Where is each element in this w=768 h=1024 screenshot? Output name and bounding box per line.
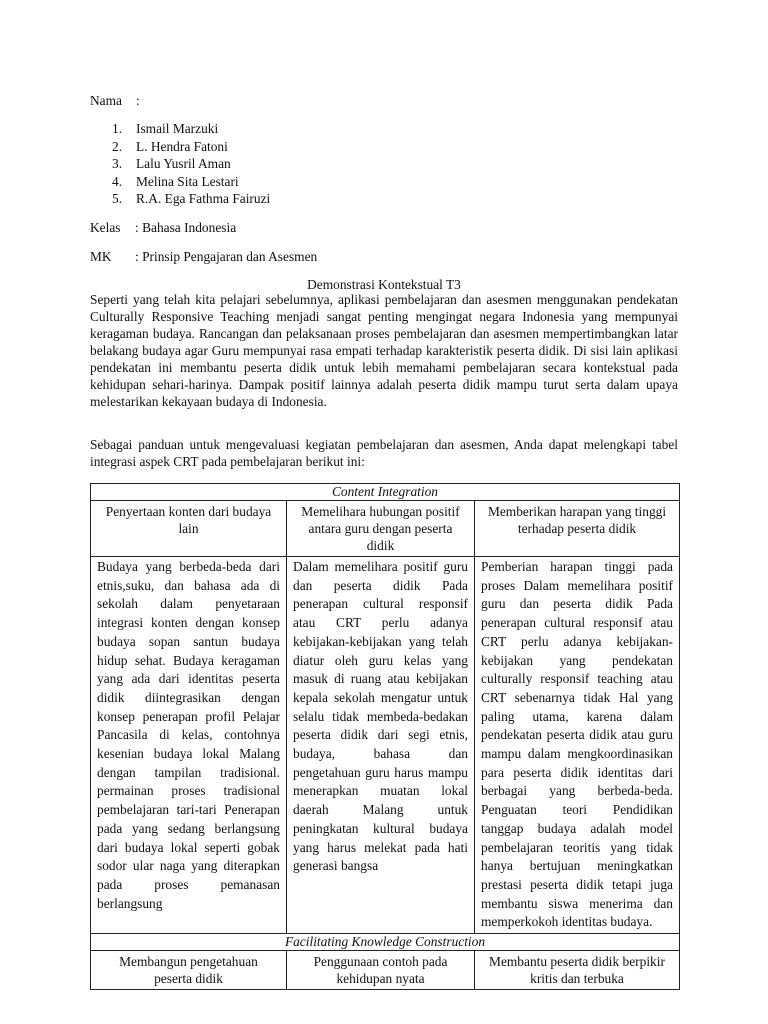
table-section-row bbox=[91, 934, 680, 951]
list-item-number: 3. bbox=[112, 156, 123, 172]
crt-table bbox=[90, 483, 680, 990]
list-item-number: 1. bbox=[112, 121, 123, 136]
kelas-value: : Bahasa Indonesia bbox=[135, 220, 237, 235]
mk-label: MK bbox=[90, 249, 112, 264]
mk-value: : Prinsip Pengajaran dan Asesmen bbox=[135, 249, 318, 264]
nama-label: Nama bbox=[90, 93, 122, 108]
guide-paragraph: Sebagai panduan untuk mengevaluasi kegiatan pembelajaran dan asesmen, Anda dapat melengkapi tabel integrasi aspek CRT pada pembelajaran berikut ini: bbox=[90, 437, 678, 469]
nama-separator: : bbox=[136, 93, 140, 108]
table-row bbox=[91, 557, 680, 934]
member-name: Ismail Marzuki bbox=[136, 121, 219, 136]
intro-paragraph: Seperti yang telah kita pelajari sebelumnya, aplikasi pembelajaran dan asesmen menggunakan pendekatan Culturally Responsive Teaching menjadi sangat penting mengingat negara Indonesia yang mempunyai keragaman budaya. Rancangan dan pelaksanaan proses pembelajaran dan asesmen mempertimbangkan latar belakang budaya agar Guru mempunyai rasa empati terhadap karakteristik peserta didik. Di sisi lain aplikasi pendekatan ini membantu peserta didik untuk lebih memahami pembelajaran secara kontekstual pada kehidupan sehari-harinya. Dampak positif lainnya adalah peserta didik mampu turut serta dalam upaya melestarikan kekayaan budaya di Indonesia. bbox=[90, 292, 678, 409]
column-header: Membantu peserta didik berpikir kritis dan terbuka bbox=[475, 951, 680, 990]
list-item bbox=[112, 138, 270, 156]
table-cell: Budaya yang berbeda-beda dari etnis,suku, dan bahasa ada di sekolah dalam penyetaraan integrasi konten dengan konsep budaya sopan santun budaya hidup sehat. Budaya keragaman yang ada dari identitas peserta didik diintegrasikan dengan konsep penerapan profil Pelajar Pancasila di kelas, contohnya kesenian budaya lokal Malang dengan tampilan tradisional. permainan proses tradisional pembelajaran tari-tari Penerapan pada yang sedang berlangsung dari budaya lokal seperti gobak sodor ular naga yang diterapkan pada proses pemanasan berlangsung bbox=[91, 557, 287, 934]
table-header-row bbox=[91, 951, 680, 990]
list-item bbox=[112, 190, 270, 208]
member-list bbox=[112, 120, 270, 208]
kelas-label: Kelas bbox=[90, 220, 121, 235]
kelas-line bbox=[90, 219, 236, 236]
table-cell: Dalam memelihara positif guru dan peserta didik Pada penerapan cultural responsif atau CRT perlu adanya kebijakan-kebijakan yang telah diatur oleh guru kelas yang masuk di ruang atau kebijakan kepala sekolah mengatur untuk selalu tidak membeda-bedakan peserta didik dari segi etnis, budaya, bahasa dan pengetahuan guru harus mampu menerapkan muatan lokal daerah Malang untuk peningkatan kultural budaya yang harus melekat pada hati generasi bangsa bbox=[287, 557, 475, 934]
table-header-row bbox=[91, 501, 680, 557]
section-title-content-integration: Content Integration bbox=[91, 484, 680, 501]
column-header: Membangun pengetahuan peserta didik bbox=[91, 951, 287, 990]
list-item bbox=[112, 155, 270, 173]
table-section-row bbox=[91, 484, 680, 501]
member-name: R.A. Ega Fathma Fairuzi bbox=[136, 191, 271, 207]
list-item bbox=[112, 120, 270, 138]
column-header: Memelihara hubungan positif antara guru dengan peserta didik bbox=[287, 501, 475, 557]
column-header: Memberikan harapan yang tinggi terhadap peserta didik bbox=[475, 501, 680, 557]
mk-line bbox=[90, 248, 317, 265]
member-name: Melina Sita Lestari bbox=[136, 173, 239, 189]
list-item bbox=[112, 173, 270, 191]
nama-line bbox=[90, 92, 140, 109]
member-name: L. Hendra Fatoni bbox=[136, 138, 228, 154]
list-item-number: 4. bbox=[112, 173, 123, 189]
list-item-number: 5. bbox=[112, 191, 123, 207]
document-title: Demonstrasi Kontekstual T3 bbox=[307, 277, 461, 292]
member-name: Lalu Yusril Aman bbox=[136, 156, 231, 172]
table-cell: Pemberian harapan tinggi pada proses Dalam memelihara positif guru dan peserta didik Pada penerapan cultural responsif atau CRT perlu adanya kebijakan-kebijakan yang pendekatan culturally responsif teaching atau CRT sebenarnya tidak Hal yang paling utama, karena dalam pendekatan peserta didik atau guru mampu dalam mengkoordinasikan para peserta didik identitas dari berbagai yang berbeda-beda. Penguatan teori Pendidikan tanggap budaya adalah model pembelajaran teoritis yang tidak hanya bertujuan meningkatkan prestasi peserta didik tetapi juga membantu siswa menerima dan memperkokoh identitas budaya. bbox=[475, 557, 680, 934]
list-item-number: 2. bbox=[112, 138, 123, 154]
column-header: Penggunaan contoh pada kehidupan nyata bbox=[287, 951, 475, 990]
column-header: Penyertaan konten dari budaya lain bbox=[91, 501, 287, 557]
section-title-knowledge-construction: Facilitating Knowledge Construction bbox=[91, 934, 680, 951]
